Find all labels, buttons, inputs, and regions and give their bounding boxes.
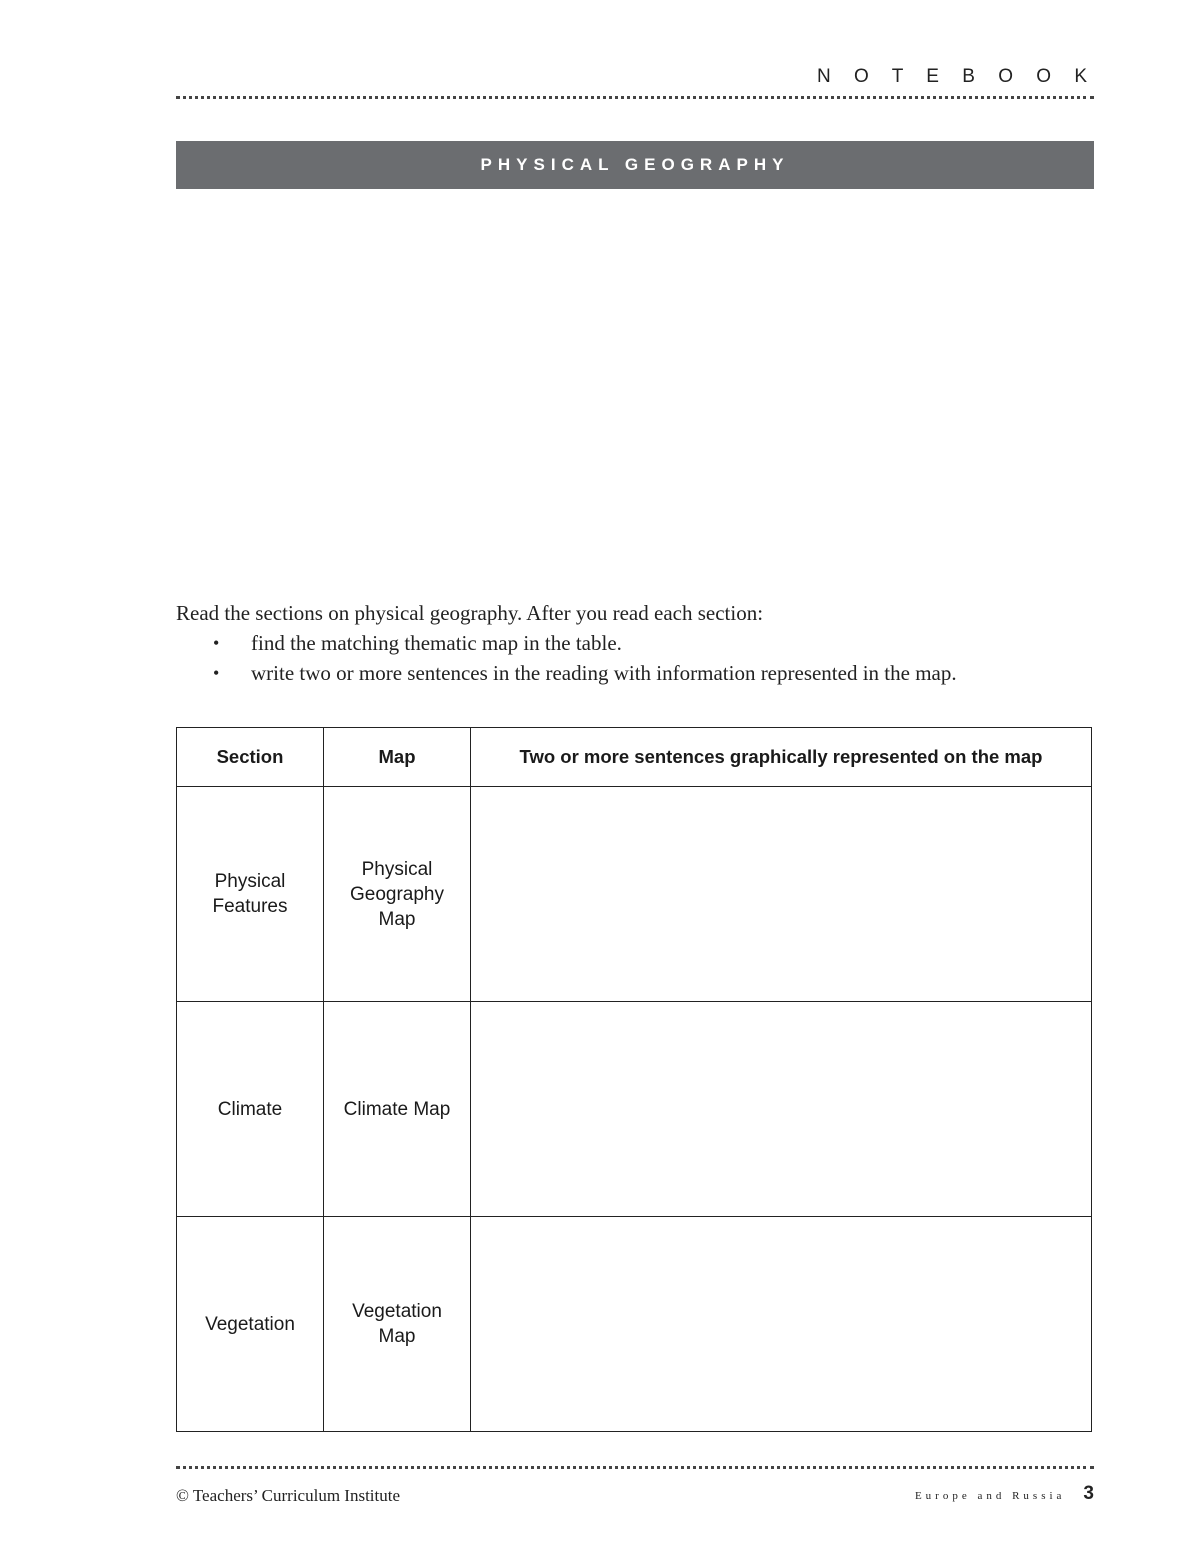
table-row bbox=[177, 787, 1092, 1002]
copyright-notice: © Teachers’ Curriculum Institute bbox=[176, 1486, 401, 1505]
sentences-answer-cell[interactable] bbox=[471, 1217, 1092, 1432]
header-map: Map bbox=[324, 728, 471, 787]
section-cell: Vegetation bbox=[177, 1217, 324, 1432]
section-title: PHYSICAL GEOGRAPHY bbox=[480, 155, 790, 174]
sentences-answer-cell[interactable] bbox=[471, 1002, 1092, 1217]
instruction-item: • find the matching thematic map in the table. bbox=[176, 628, 1076, 658]
header-sentences: Two or more sentences graphically represented on the map bbox=[471, 728, 1092, 787]
section-cell: Climate bbox=[177, 1002, 324, 1217]
table-row bbox=[177, 1002, 1092, 1217]
instruction-item: • write two or more sentences in the reading with information represented in the map. bbox=[176, 658, 1076, 688]
instructions-list bbox=[176, 628, 1076, 688]
table-header-row bbox=[177, 728, 1092, 787]
header-section: Section bbox=[177, 728, 324, 787]
instructions-intro: Read the sections on physical geography. After you read each section: bbox=[176, 601, 764, 625]
section-cell: Physical Features bbox=[177, 787, 324, 1002]
instructions bbox=[176, 598, 1076, 688]
sentences-answer-cell[interactable] bbox=[471, 787, 1092, 1002]
map-cell: Climate Map bbox=[324, 1002, 471, 1217]
book-title: Europe and Russia bbox=[914, 1490, 1066, 1502]
page-number: 3 bbox=[1083, 1483, 1094, 1504]
table-row bbox=[177, 1217, 1092, 1432]
map-cell: Physical Geography Map bbox=[324, 787, 471, 1002]
notebook-label: N O T E B O O K bbox=[817, 66, 1096, 87]
notes-table bbox=[176, 727, 1092, 1432]
footer-divider bbox=[176, 1466, 1094, 1469]
footer-book-info bbox=[915, 1483, 1094, 1505]
map-cell: Vegetation Map bbox=[324, 1217, 471, 1432]
section-banner bbox=[176, 141, 1094, 189]
header-divider bbox=[176, 96, 1094, 99]
